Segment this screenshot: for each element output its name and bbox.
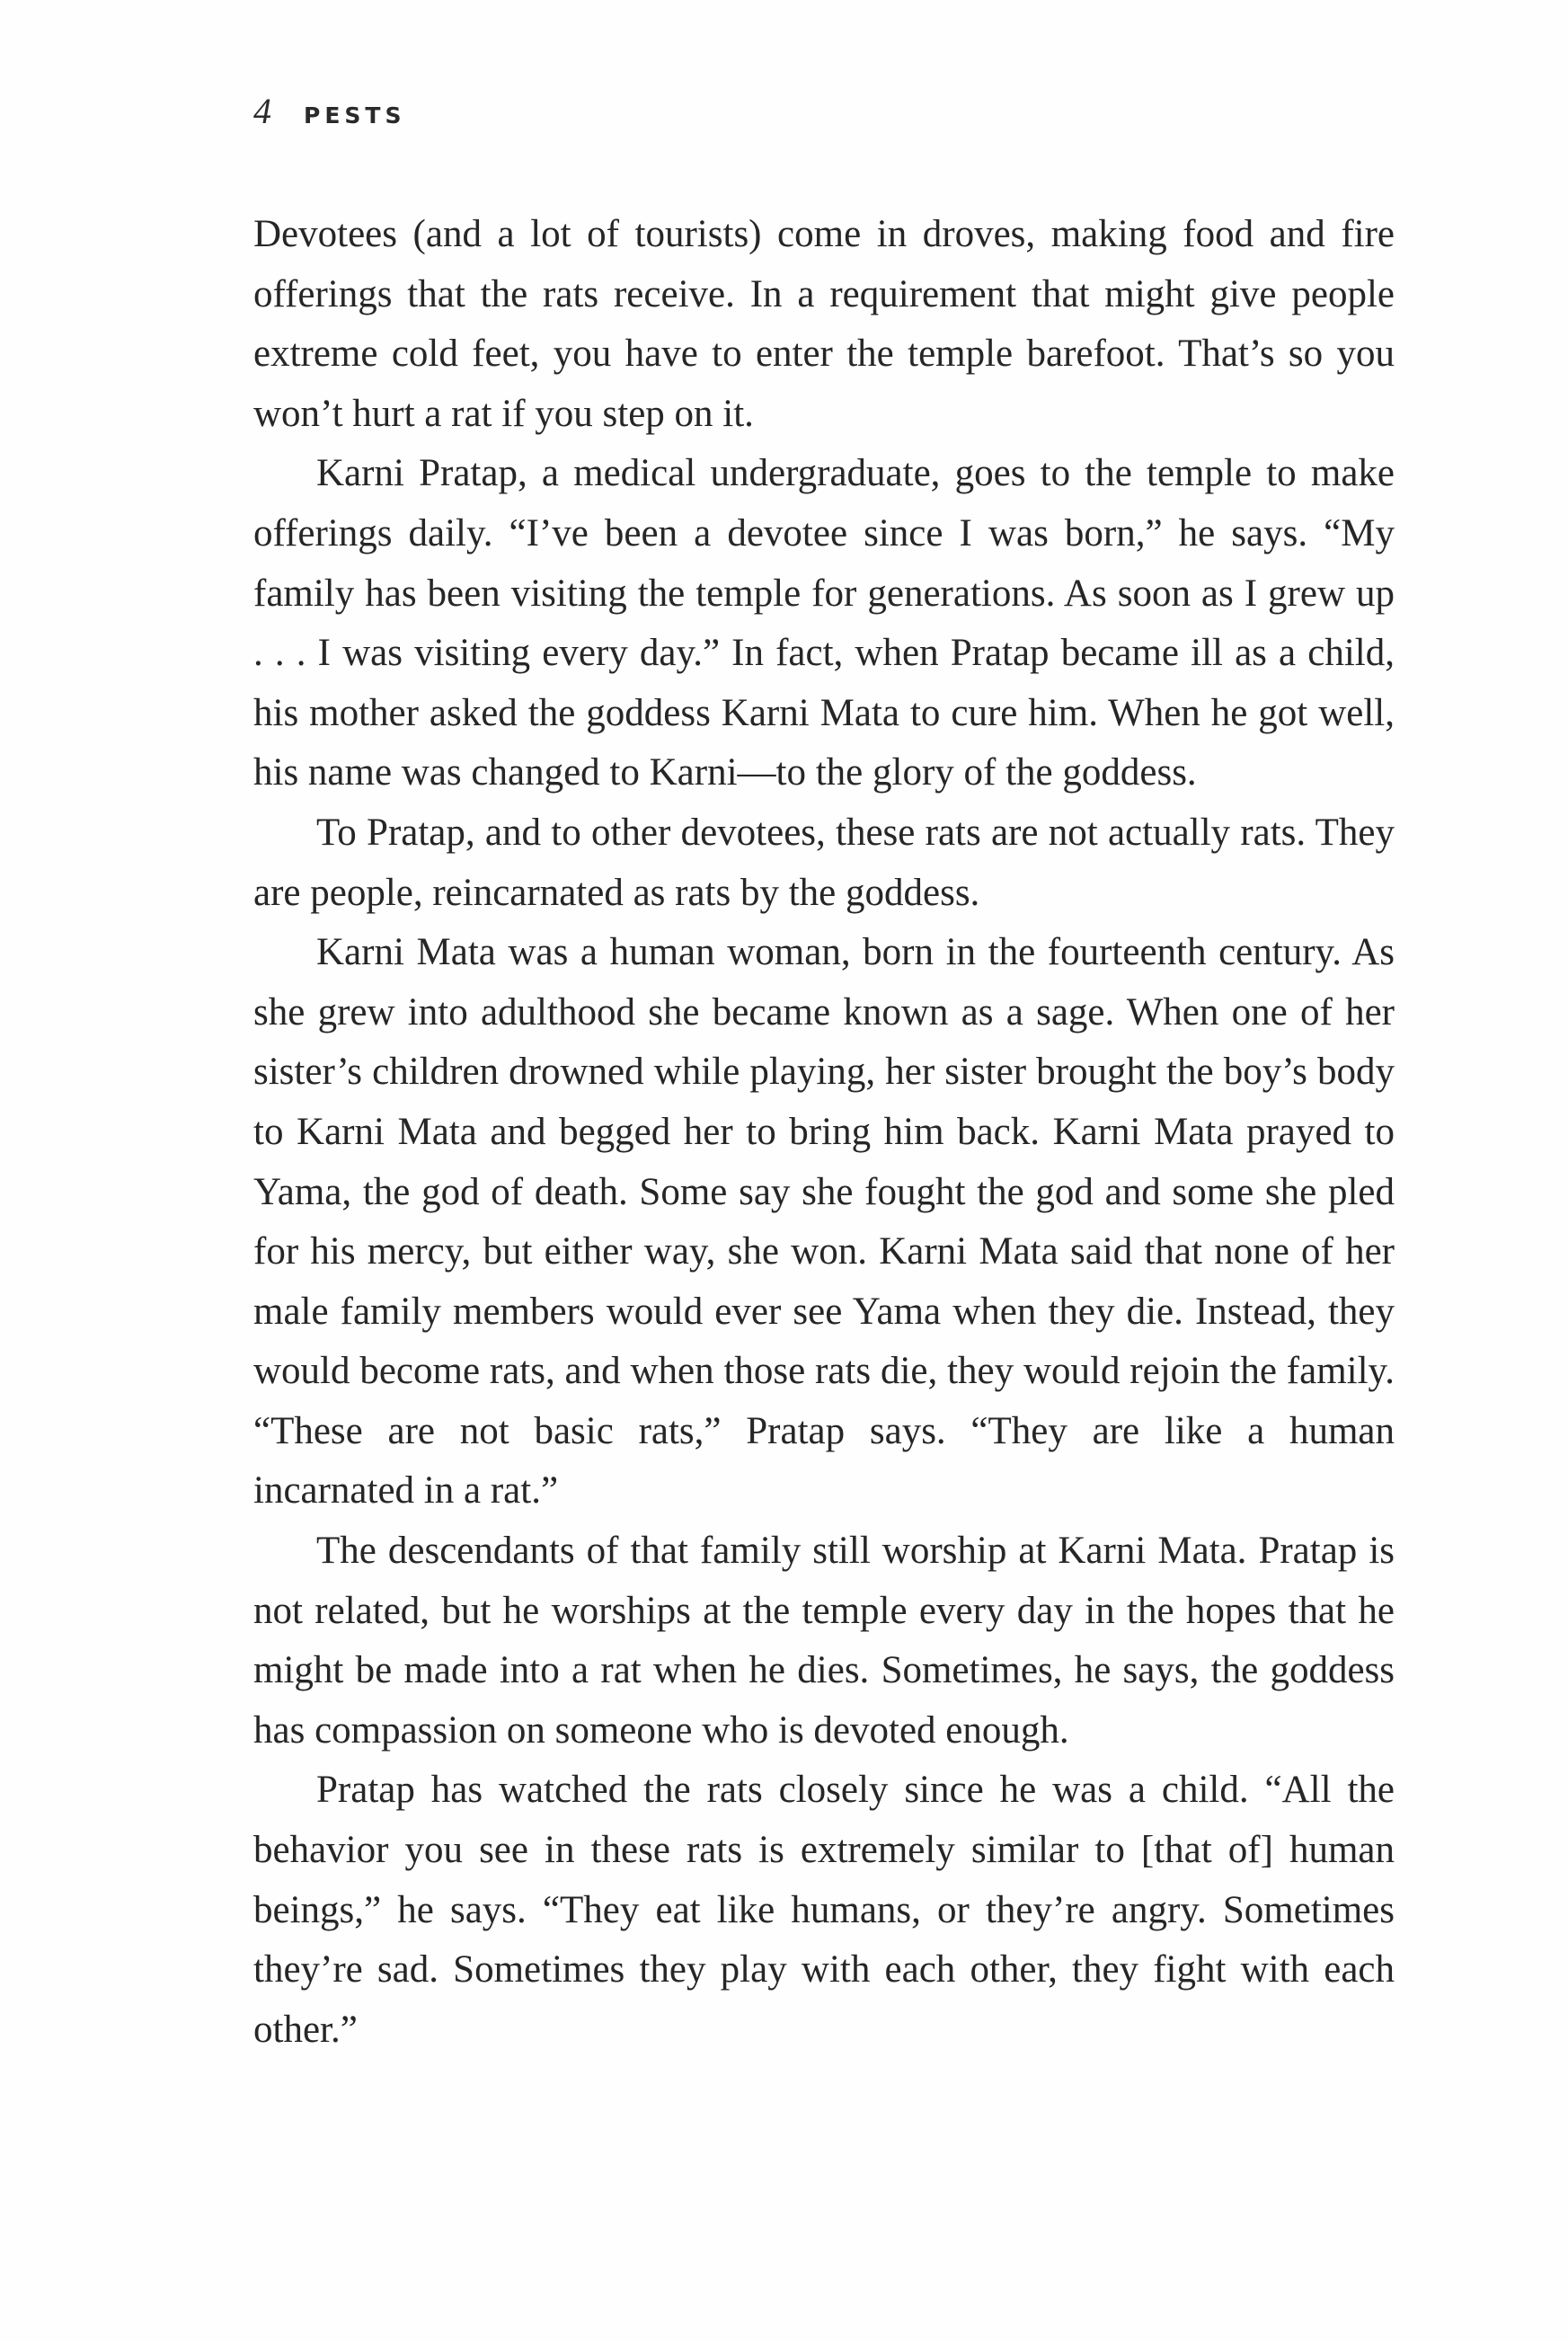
page-number: 4 — [253, 91, 271, 131]
paragraph-2: Karni Pratap, a medical undergraduate, goes to the temple to make offerings daily. “I’ve been a devotee since I was born,” he says. “My family has been visiting the temple for generations. As soon as I grew up . . . I was visiting every day.” In fact, when Pratap became ill as a child, his mother asked the goddess Karni Mata to cure him. When he got well, his name was changed to Karni—to the glory of the goddess. — [253, 452, 1395, 794]
book-title: PESTS — [304, 102, 406, 129]
running-head — [253, 90, 405, 144]
paragraph-1: Devotees (and a lot of tourists) come in droves, making food and fire offerings that the rats receive. In a requirement that might give people extreme cold feet, you have to enter the temple barefoot. That’s so you won’t hurt a rat if you step on it. — [253, 213, 1395, 435]
paragraph-5: The descendants of that family still worship at Karni Mata. Pratap is not related, but he worships at the temple every day in the hopes that he might be made into a rat when he dies. Sometimes, he says, the goddess has compassion on someone who is devoted enough. — [253, 1530, 1395, 1752]
paragraph-4: Karni Mata was a human woman, born in the fourteenth century. As she grew into adulthood she became known as a sage. When one of her sister’s children drowned while playing, her sister brought the boy’s body to Karni Mata and begged her to bring him back. Karni Mata prayed to Yama, the god of death. Some say she fought the god and some she pled for his mercy, but either way, she won. Karni Mata said that none of her male family members would ever see Yama when they die. Instead, they would become rats, and when those rats die, they would rejoin the family. “These are not basic rats,” Pratap says. “They are like a human incarnated in a rat.” — [253, 931, 1395, 1513]
body-text — [253, 205, 1395, 2060]
paragraph-3: To Pratap, and to other devotees, these rats are not actually rats. They are people, reincarnated as rats by the goddess. — [253, 811, 1395, 914]
paragraph-6: Pratap has watched the rats closely since he was a child. “All the behavior you see in these rats is extremely similar to [that of] human beings,” he says. “They eat like humans, or they’re angry. Sometimes they’re sad. Sometimes they play with each other, they fight with each other.” — [253, 1769, 1395, 2051]
